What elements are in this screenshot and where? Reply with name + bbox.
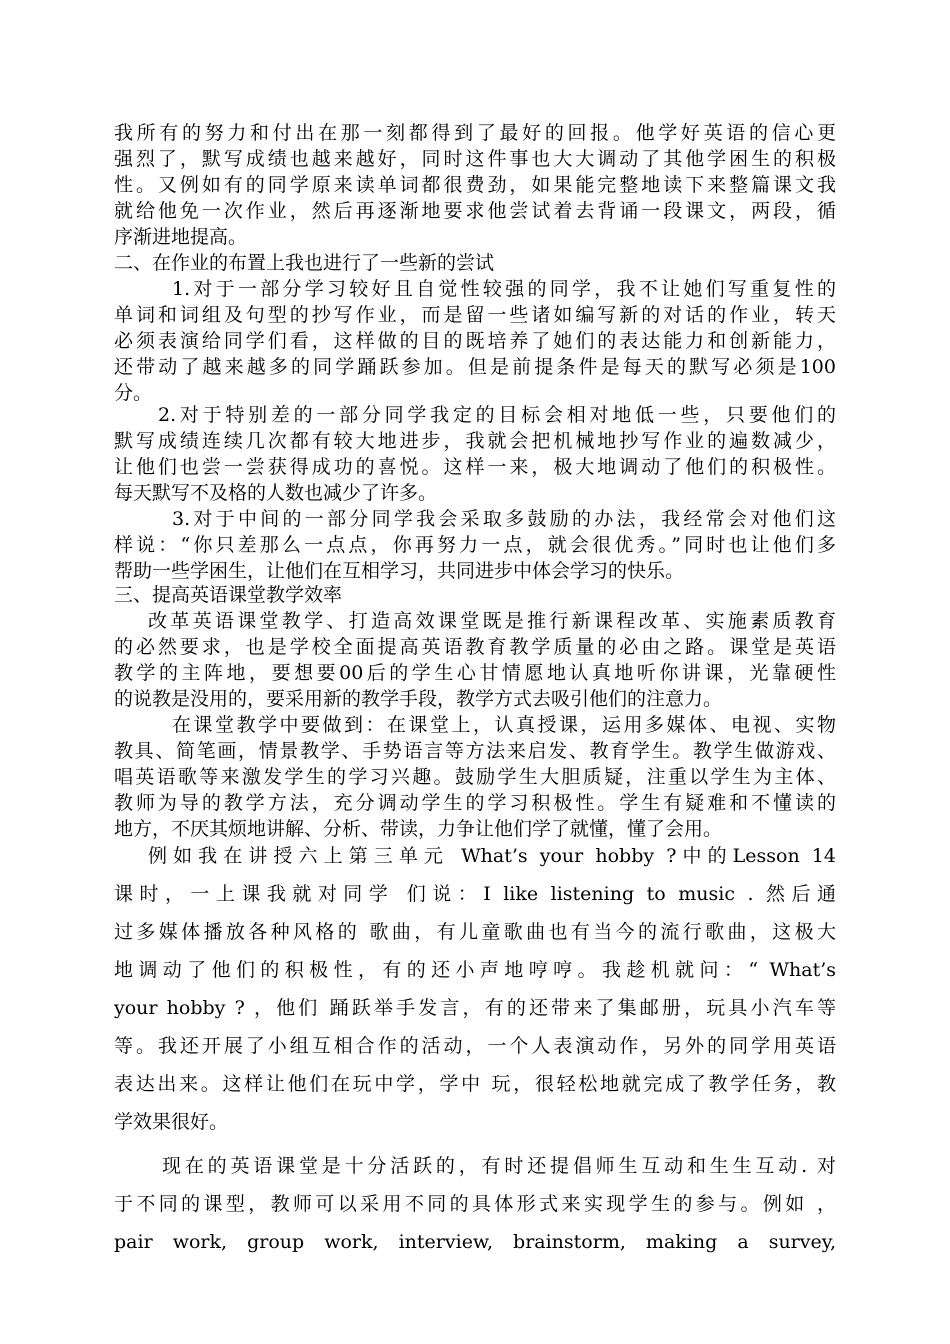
text-line: 在课堂教学中要做到：在课堂上，认真授课，运用多媒体、电视、实物 — [172, 714, 836, 736]
text-line: 地方，不厌其烦地讲解、分析、带读，力争让他们学了就懂，懂了会用。 — [114, 818, 723, 840]
text-line: 必须表演给同学们看，这样做的目的既培养了她们的表达能力和创新能力， — [114, 330, 836, 352]
text-line: 让他们也尝一尝获得成功的喜悦。这样一来，极大地调动了他们的积极性。 — [114, 456, 836, 478]
text-line: 默写成绩连续几次都有较大地进步，我就会把机械地抄写作业的遍数减少， — [114, 430, 836, 452]
heading-text: 二、在作业的布置上我也进行了一些新的尝试 — [114, 252, 495, 274]
text-line: 现在的英语课堂是十分活跃的，有时还提倡师生互动和生生互动. 对 — [162, 1155, 836, 1177]
text-line: 就给他免一次作业，然后再逐渐地要求他尝试着去背诵一段课文，两段，循 — [114, 200, 836, 222]
text-line: your hobby ? ，他们 踊跃举手发言，有的还带来了集邮册，玩具小汽车等 — [114, 997, 836, 1019]
text-line: 的说教是没用的，要采用新的教学手段，教学方式去吸引他们的注意力。 — [114, 688, 723, 710]
text-line: 课时，一上课我就对同学 们说：I like listening to music . 然后通 — [114, 883, 836, 905]
text-line: 等。我还开展了小组互相合作的活动，一个人表演动作，另外的同学用英语 — [114, 1035, 836, 1057]
text-line: 序渐进地提高。 — [114, 226, 248, 248]
text-line: 于不同的课型，教师可以采用不同的具体形式来实现学生的参与。例如 ， — [114, 1193, 836, 1215]
text-line: 3.对于中间的一部分同学我会采取多鼓励的办法，我经常会对他们这 — [172, 508, 836, 530]
text-line: 分。 — [114, 382, 153, 404]
text-line: 地调动了他们的积极性，有的还小声地哼哼。我趁机就问：“ What’s — [114, 959, 836, 981]
text-line: pair work, group work, interview, brainstorm, making a survey, — [114, 1231, 836, 1253]
text-line: 样说：“你只差那么一点点，你再努力一点，就会很优秀。”同时也让他们多 — [114, 534, 836, 556]
text-line: 教学的主阵地，要想要00后的学生心甘情愿地认真地听你讲课，光靠硬性 — [114, 662, 836, 684]
text-line: 唱英语歌等来激发学生的学习兴趣。鼓励学生大胆质疑，注重以学生为主体、 — [114, 766, 836, 788]
text-line: 教师为导的教学方法，充分调动学生的学习积极性。学生有疑难和不懂读的 — [114, 792, 836, 814]
text-line: 1.对于一部分学习较好且自觉性较强的同学，我不让她们写重复性的 — [172, 278, 836, 300]
text-line: 性。又例如有的同学原来读单词都很费劲，如果能完整地读下来整篇课文我 — [114, 174, 836, 196]
text-line: 改革英语课堂教学、打造高效课堂既是推行新课程改革、实施素质教育 — [148, 610, 836, 632]
text-line: 我所有的努力和付出在那一刻都得到了最好的回报。他学好英语的信心更 — [114, 122, 836, 144]
text-line: 2.对于特别差的一部分同学我定的目标会相对地低一些，只要他们的 — [158, 404, 836, 426]
text-line: 强烈了，默写成绩也越来越好，同时这件事也大大调动了其他学困生的积极 — [114, 148, 836, 170]
text-line: 学效果很好。 — [114, 1111, 229, 1133]
text-line: 帮助一些学困生，让他们在互相学习，共同进步中体会学习的快乐。 — [114, 560, 685, 582]
heading-text: 三、提高英语课堂教学效率 — [114, 584, 343, 606]
text-line: 每天默写不及格的人数也减少了许多。 — [114, 482, 438, 504]
text-line: 表达出来。这样让他们在玩中学，学中 玩，很轻松地就完成了教学任务，教 — [114, 1073, 836, 1095]
text-line: 过多媒体播放各种风格的 歌曲，有儿童歌曲也有当今的流行歌曲，这极大 — [114, 921, 836, 943]
text-line: 的必然要求，也是学校全面提高英语教育教学质量的必由之路。课堂是英语 — [114, 636, 836, 658]
text-line: 单词和词组及句型的抄写作业，而是留一些诸如编写新的对话的作业，转天 — [114, 304, 836, 326]
text-line: 例如我在讲授六上第三单元 What’s your hobby ?中的Lesson 14 — [148, 845, 836, 867]
text-line: 还带动了越来越多的同学踊跃参加。但是前提条件是每天的默写必须是100 — [114, 356, 836, 378]
text-line: 教具、简笔画，情景教学、手势语言等方法来启发、教育学生。教学生做游戏、 — [114, 740, 836, 762]
